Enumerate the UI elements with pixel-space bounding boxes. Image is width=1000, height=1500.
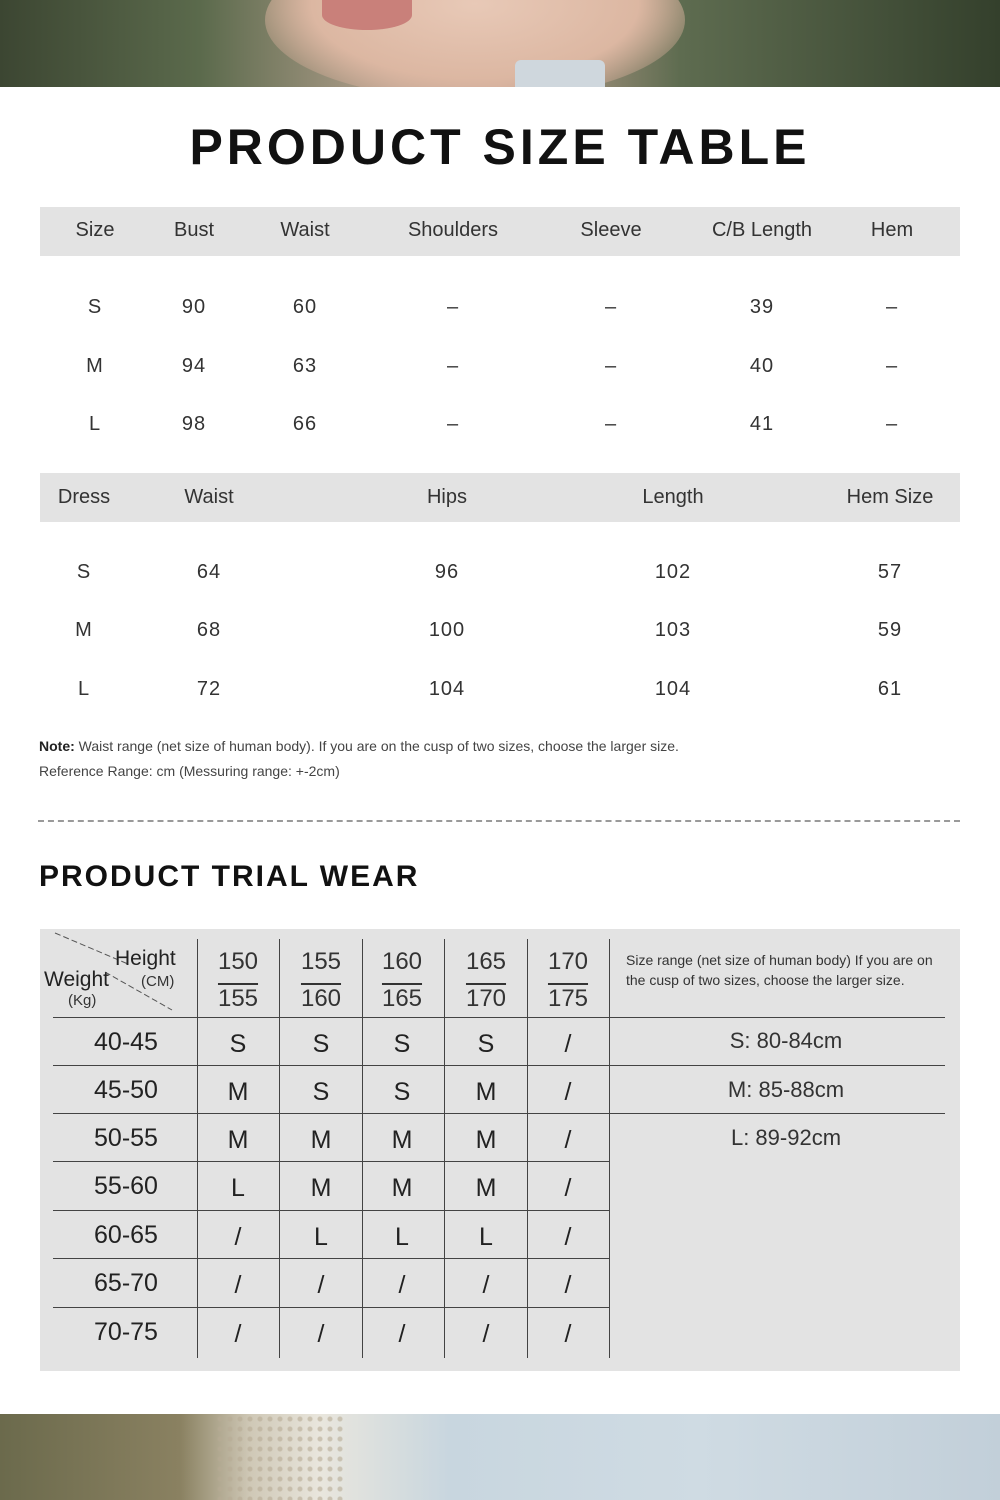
trial-size-cell: / (234, 1271, 242, 1299)
dress-table-header-cell: Hips (426, 486, 468, 508)
grid-vertical-line (362, 939, 363, 1358)
size-table-cell: 90 (181, 296, 207, 318)
lips-shape (322, 0, 412, 30)
trial-size-cell: M (310, 1174, 332, 1202)
trial-size-cell: M (227, 1126, 249, 1154)
trial-size-cell: M (475, 1174, 497, 1202)
trial-size-cell: / (234, 1223, 242, 1251)
trial-size-cell: L (479, 1223, 493, 1251)
grid-vertical-line (444, 939, 445, 1358)
size-table-cell: – (885, 413, 899, 435)
trial-size-cell: L (314, 1223, 328, 1251)
note-line-1 (39, 738, 679, 754)
dress-table-header-cell: Waist (184, 486, 234, 508)
dress-table-cell: 68 (196, 619, 222, 641)
dress-table-header (40, 473, 960, 522)
dress-table-cell: M (75, 619, 93, 641)
trial-size-cell: / (234, 1320, 242, 1348)
height-range-header (218, 943, 258, 1017)
model-photo-bottom (0, 1414, 1000, 1500)
trial-size-cell: M (391, 1126, 413, 1154)
grid-horizontal-line (53, 1017, 945, 1018)
size-table-cell: 41 (749, 413, 775, 435)
trial-size-cell: / (317, 1320, 325, 1348)
height-range-header (466, 943, 506, 1017)
trial-size-cell: / (317, 1271, 325, 1299)
trial-size-cell: / (482, 1271, 490, 1299)
dress-table-cell: L (77, 678, 91, 700)
height-range-to: 155 (217, 985, 259, 1012)
trial-size-cell: / (564, 1271, 572, 1299)
section-divider (38, 820, 960, 822)
trial-size-cell: S (312, 1078, 330, 1106)
dress-table-header-cell: Hem Size (846, 486, 934, 508)
grid-horizontal-line (53, 1258, 609, 1259)
trial-size-cell: / (564, 1126, 572, 1154)
grid-horizontal-line (53, 1065, 945, 1066)
height-range-from: 165 (465, 948, 507, 975)
trial-size-cell: / (398, 1320, 406, 1348)
trial-size-cell: L (395, 1223, 409, 1251)
trial-size-cell: M (310, 1126, 332, 1154)
size-table-cell: S (87, 296, 103, 318)
dress-table-cell: 103 (654, 619, 692, 641)
dress-table-cell: 104 (654, 678, 692, 700)
weight-range-cell: 45-50 (94, 1076, 158, 1104)
size-table-cell: L (88, 413, 102, 435)
trial-size-cell: M (475, 1078, 497, 1106)
trial-size-cell: / (398, 1271, 406, 1299)
trial-size-cell: S (393, 1078, 411, 1106)
height-range-from: 170 (547, 948, 589, 975)
height-range-header (382, 943, 422, 1017)
trial-size-cell: / (564, 1030, 572, 1058)
trial-size-cell: S (229, 1030, 247, 1058)
size-table-header-cell: C/B Length (711, 219, 813, 241)
corner-height-label: Height (115, 947, 176, 970)
size-table-header-cell: Sleeve (580, 219, 642, 241)
collar-shape (515, 60, 605, 87)
grid-vertical-line (527, 939, 528, 1358)
size-table-cell: 60 (292, 296, 318, 318)
size-table-cell: – (604, 355, 618, 377)
dress-table-cell: 72 (196, 678, 222, 700)
size-table-cell: 39 (749, 296, 775, 318)
dress-table-cell: 96 (434, 561, 460, 583)
size-table-cell: 63 (292, 355, 318, 377)
dress-table-cell: 64 (196, 561, 222, 583)
size-table-cell: – (446, 355, 460, 377)
dress-table-cell: 59 (877, 619, 903, 641)
height-range-from: 160 (381, 948, 423, 975)
size-table-header-cell: Bust (173, 219, 215, 241)
size-table-header-cell: Shoulders (407, 219, 499, 241)
trial-size-cell: / (482, 1320, 490, 1348)
grid-vertical-line (197, 939, 198, 1358)
size-table-cell: – (885, 296, 899, 318)
dress-table-cell: 102 (654, 561, 692, 583)
trial-size-cell: M (227, 1078, 249, 1106)
size-range-value: S: 80-84cm (729, 1028, 843, 1053)
grid-vertical-line (279, 939, 280, 1358)
dress-table-cell: 100 (428, 619, 466, 641)
height-range-to: 170 (465, 985, 507, 1012)
corner-weight-label: Weight (44, 968, 109, 991)
grid-horizontal-line (53, 1210, 609, 1211)
dress-table-header-cell: Length (642, 486, 704, 508)
page-title: PRODUCT SIZE TABLE (189, 119, 811, 175)
grid-vertical-line (609, 939, 610, 1358)
dress-table-cell: 104 (428, 678, 466, 700)
height-range-to: 165 (381, 985, 423, 1012)
height-range-to: 175 (547, 985, 589, 1012)
weight-range-cell: 55-60 (94, 1172, 158, 1200)
dress-table-cell: 57 (877, 561, 903, 583)
size-range-value: M: 85-88cm (727, 1077, 845, 1102)
size-table-cell: 98 (181, 413, 207, 435)
trial-size-cell: S (393, 1030, 411, 1058)
corner-kg-label: (Kg) (68, 992, 97, 1009)
trial-size-cell: M (475, 1126, 497, 1154)
trial-size-cell: / (564, 1174, 572, 1202)
size-table-header-cell: Size (75, 219, 115, 241)
model-photo-top (0, 0, 1000, 87)
height-range-from: 155 (300, 948, 342, 975)
dress-table-cell: S (76, 561, 92, 583)
note-text: Waist range (net size of human body). If you are on the cusp of two sizes, choose the larger size. (78, 738, 679, 754)
trial-size-cell: M (391, 1174, 413, 1202)
size-table-header-cell: Hem (870, 219, 914, 241)
grid-horizontal-line (53, 1113, 945, 1114)
trial-size-cell: L (231, 1174, 245, 1202)
height-range-header (548, 943, 588, 1017)
weight-range-cell: 40-45 (94, 1028, 158, 1056)
size-table-cell: – (446, 296, 460, 318)
trial-title: PRODUCT TRIAL WEAR (39, 860, 420, 893)
trial-size-cell: S (477, 1030, 495, 1058)
grid-horizontal-line (53, 1307, 609, 1308)
trial-size-cell: / (564, 1078, 572, 1106)
trial-size-cell: / (564, 1320, 572, 1348)
size-table-cell: 40 (749, 355, 775, 377)
weight-range-cell: 60-65 (94, 1221, 158, 1249)
corner-cm-label: (CM) (141, 973, 175, 990)
lace-texture (215, 1414, 345, 1500)
size-table-cell: M (86, 355, 104, 377)
size-table-cell: – (446, 413, 460, 435)
note-label: Note: (39, 738, 75, 754)
height-range-to: 160 (300, 985, 342, 1012)
size-table-cell: – (604, 413, 618, 435)
dress-table-cell: 61 (877, 678, 903, 700)
size-table-cell: 94 (181, 355, 207, 377)
size-table-cell: 66 (292, 413, 318, 435)
size-table-cell: – (885, 355, 899, 377)
height-range-header (301, 943, 341, 1017)
trial-size-cell: S (312, 1030, 330, 1058)
weight-range-cell: 65-70 (94, 1269, 158, 1297)
height-range-from: 150 (217, 948, 259, 975)
size-table-header-cell: Waist (280, 219, 330, 241)
size-table-cell: – (604, 296, 618, 318)
size-range-value: L: 89-92cm (730, 1125, 842, 1150)
weight-range-cell: 70-75 (94, 1318, 158, 1346)
dress-table-header-cell: Dress (57, 486, 111, 508)
grid-horizontal-line (53, 1161, 609, 1162)
size-range-note: Size range (net size of human body) If you are on the cusp of two sizes, choose the larger size. (626, 952, 933, 988)
note-line-2: Reference Range: cm (Messuring range: +-2cm) (39, 763, 340, 779)
weight-range-cell: 50-55 (94, 1124, 158, 1152)
trial-size-cell: / (564, 1223, 572, 1251)
